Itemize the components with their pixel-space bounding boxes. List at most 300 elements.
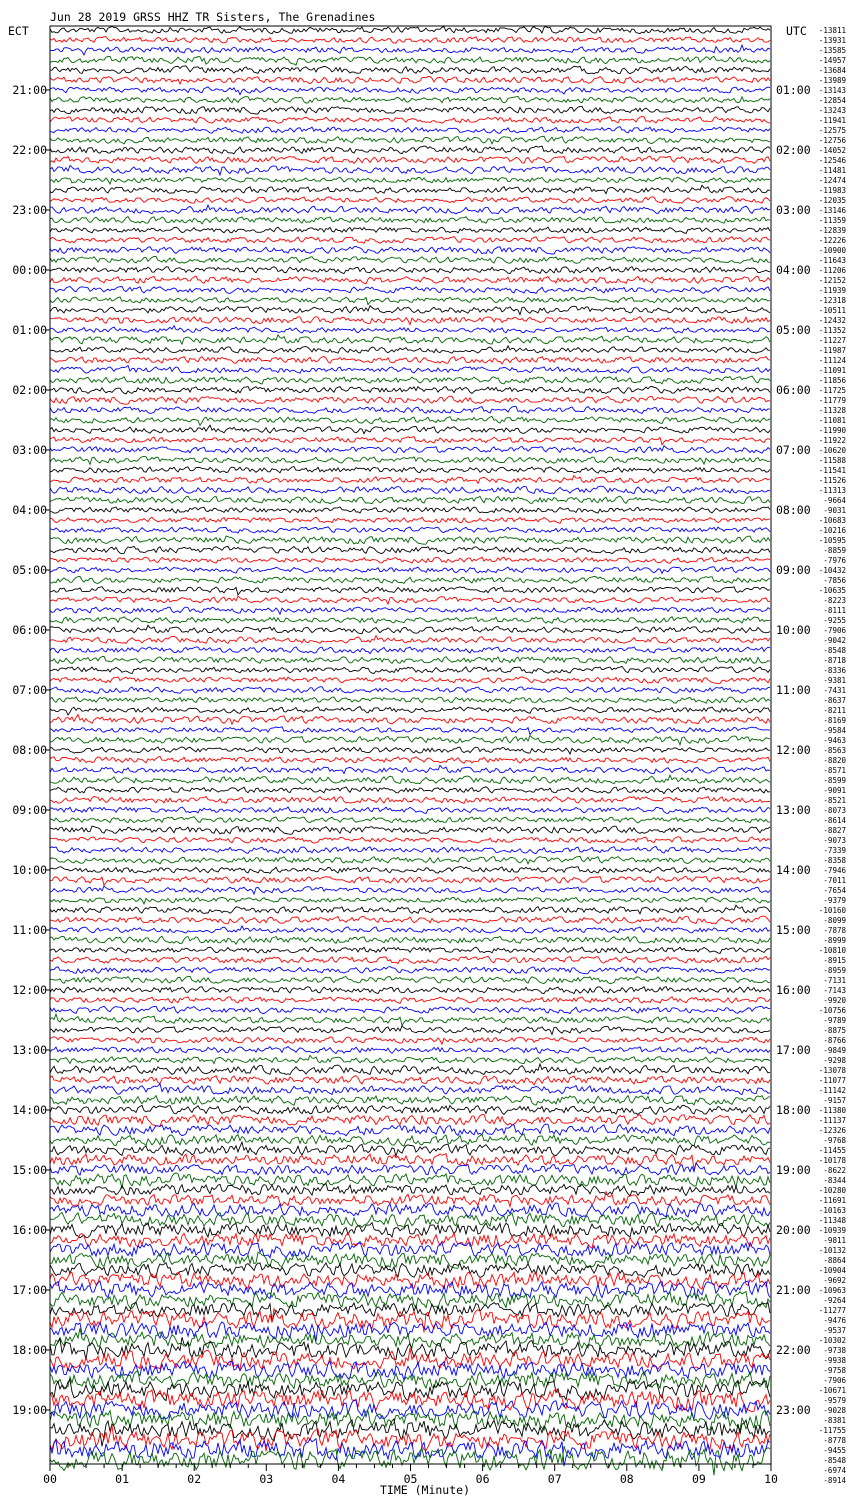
row-value-label: -8766	[823, 1036, 846, 1045]
row-value-label: -8718	[823, 656, 846, 665]
seismic-trace	[50, 576, 770, 583]
seismic-trace	[50, 386, 770, 394]
seismic-trace	[50, 587, 770, 595]
row-value-label: -9738	[823, 1346, 846, 1355]
row-value-label: -11541	[818, 466, 846, 475]
left-hour-label: 07:00	[12, 683, 47, 697]
row-value-label: -7011	[823, 876, 846, 885]
row-value-label: -9028	[823, 1406, 846, 1415]
seismic-trace	[50, 396, 770, 404]
left-hour-label: 18:00	[12, 1343, 47, 1357]
row-value-label: -8859	[823, 546, 846, 555]
right-hour-label: 09:00	[776, 563, 811, 577]
seismic-trace	[50, 56, 770, 65]
row-value-label: -8637	[823, 696, 846, 705]
seismic-trace	[50, 1425, 770, 1451]
left-hour-labels	[12, 83, 50, 1417]
row-value-label: -11277	[818, 1306, 846, 1315]
seismic-trace	[50, 26, 770, 33]
row-value-label: -12226	[818, 236, 846, 245]
seismic-trace	[50, 1203, 770, 1218]
right-hour-label: 23:00	[776, 1403, 811, 1417]
seismic-trace	[50, 1064, 770, 1075]
seismic-trace	[50, 1055, 770, 1063]
right-hour-label: 11:00	[776, 683, 811, 697]
seismic-trace	[50, 647, 770, 654]
row-value-label: -10595	[818, 536, 846, 545]
x-tick-label: 05	[403, 1472, 418, 1486]
seismic-trace	[50, 625, 770, 633]
left-hour-label: 16:00	[12, 1223, 47, 1237]
seismic-trace	[50, 707, 770, 715]
row-value-label: -8073	[823, 806, 846, 815]
x-tick-label: 02	[187, 1472, 202, 1486]
row-value-label: -7143	[823, 986, 846, 995]
right-hour-label: 08:00	[776, 503, 811, 517]
row-value-label: -8381	[823, 1416, 846, 1425]
right-hour-label: 21:00	[776, 1283, 811, 1297]
row-value-label: -9455	[823, 1446, 846, 1455]
row-value-label: -9579	[823, 1396, 846, 1405]
seismic-trace	[50, 846, 770, 853]
row-value-label: -8914	[823, 1476, 846, 1485]
row-value-label: -9789	[823, 1016, 846, 1025]
right-hour-label: 10:00	[776, 623, 811, 637]
seismic-trace	[50, 617, 770, 624]
left-hour-label: 15:00	[12, 1163, 47, 1177]
row-value-label: -10671	[818, 1386, 846, 1395]
right-hour-label: 22:00	[776, 1343, 811, 1357]
left-hour-label: 03:00	[12, 443, 47, 457]
seismic-trace	[50, 1105, 770, 1114]
seismic-trace	[50, 905, 770, 914]
seismic-trace	[50, 1154, 770, 1170]
row-value-label: -7976	[823, 556, 846, 565]
seismic-trace	[50, 1380, 770, 1401]
seismic-trace	[50, 335, 770, 344]
left-hour-label: 01:00	[12, 323, 47, 337]
row-value-labels	[819, 26, 847, 1485]
row-value-label: -10163	[818, 1206, 846, 1215]
seismic-trace	[50, 787, 770, 794]
row-value-label: -8827	[823, 826, 846, 835]
row-value-label: -9073	[823, 836, 846, 845]
row-value-label: -9381	[823, 676, 846, 685]
seismic-trace	[50, 205, 770, 214]
seismic-trace	[50, 636, 770, 644]
row-value-label: -9476	[823, 1316, 846, 1325]
right-hour-label: 19:00	[776, 1163, 811, 1177]
right-hour-label: 03:00	[776, 203, 811, 217]
x-tick-label: 07	[547, 1472, 562, 1486]
seismic-trace	[50, 1371, 770, 1389]
left-hour-label: 23:00	[12, 203, 47, 217]
seismic-trace	[50, 596, 770, 604]
row-value-label: -12575	[818, 126, 846, 135]
seismic-trace	[50, 406, 770, 413]
seismic-trace	[50, 775, 770, 784]
right-hour-label: 14:00	[776, 863, 811, 877]
seismic-trace	[50, 817, 770, 823]
row-value-label: -11779	[818, 396, 846, 405]
right-hour-label: 04:00	[776, 263, 811, 277]
seismic-trace	[50, 356, 770, 364]
row-value-label: -11137	[818, 1116, 846, 1125]
seismic-trace	[50, 366, 770, 374]
row-value-label: -7856	[823, 576, 846, 585]
seismic-trace	[50, 117, 770, 124]
left-hour-label: 21:00	[12, 83, 47, 97]
row-value-label: -9584	[823, 726, 846, 735]
seismic-trace	[50, 1134, 770, 1146]
row-value-label: -11455	[818, 1146, 846, 1155]
row-value-label: -9379	[823, 896, 846, 905]
row-value-label: -9811	[823, 1236, 846, 1245]
seismic-trace	[50, 1037, 770, 1045]
seismic-trace	[50, 197, 770, 204]
seismic-trace	[50, 156, 770, 163]
left-hour-label: 17:00	[12, 1283, 47, 1297]
right-hour-label: 01:00	[776, 83, 811, 97]
seismic-trace	[50, 1419, 770, 1446]
row-value-label: -11328	[818, 406, 846, 415]
x-tick-label: 06	[475, 1472, 490, 1486]
right-hour-labels	[776, 83, 811, 1417]
row-value-label: -11227	[818, 336, 846, 345]
left-hour-label: 13:00	[12, 1043, 47, 1057]
row-value-label: -9298	[823, 1056, 846, 1065]
seismic-trace	[50, 1006, 770, 1013]
row-value-label: -13989	[818, 76, 846, 85]
row-value-label: -7906	[823, 626, 846, 635]
row-value-label: -8169	[823, 716, 846, 725]
trace-group	[50, 26, 770, 1475]
row-value-label: -9157	[823, 1096, 846, 1105]
x-tick-label: 04	[331, 1472, 346, 1486]
row-value-label: -12474	[818, 176, 846, 185]
seismic-trace	[50, 246, 770, 254]
row-value-label: -8358	[823, 856, 846, 865]
row-value-label: -7131	[823, 976, 846, 985]
seismic-trace	[50, 217, 770, 224]
row-value-label: -11359	[818, 216, 846, 225]
seismic-trace	[50, 926, 770, 933]
seismic-trace	[50, 425, 770, 434]
row-value-label: -12035	[818, 196, 846, 205]
row-value-label: -10900	[818, 246, 846, 255]
seismic-trace	[50, 947, 770, 953]
row-value-label: -9758	[823, 1366, 846, 1375]
right-hour-label: 07:00	[776, 443, 811, 457]
row-value-label: -14052	[818, 146, 846, 155]
seismic-trace	[50, 997, 770, 1004]
row-value-label: -8820	[823, 756, 846, 765]
row-value-label: -11643	[818, 256, 846, 265]
seismic-trace	[50, 306, 770, 315]
row-value-label: -10756	[818, 1006, 846, 1015]
row-value-label: -10216	[818, 526, 846, 535]
row-value-label: -8571	[823, 766, 846, 775]
seismic-trace	[50, 1163, 770, 1175]
seismic-trace	[50, 797, 770, 804]
seismic-trace	[50, 886, 770, 894]
row-value-label: -11380	[818, 1106, 846, 1115]
row-value-label: -11983	[818, 186, 846, 195]
left-hour-label: 05:00	[12, 563, 47, 577]
row-value-label: -13146	[818, 206, 846, 215]
seismic-trace	[50, 1084, 770, 1095]
right-timezone-label: UTC	[786, 24, 807, 38]
seismic-trace	[50, 346, 770, 353]
seismic-trace	[50, 837, 770, 843]
seismic-trace	[50, 37, 770, 43]
left-hour-label: 14:00	[12, 1103, 47, 1117]
x-tick-label: 03	[259, 1472, 274, 1486]
seismic-trace	[50, 987, 770, 994]
row-value-label: -13684	[818, 66, 846, 75]
seismic-trace	[50, 1192, 770, 1207]
row-value-label: -11481	[818, 166, 846, 175]
seismic-trace	[50, 546, 770, 553]
row-value-label: -10963	[818, 1286, 846, 1295]
row-value-label: -11142	[818, 1086, 846, 1095]
row-value-label: -11081	[818, 416, 846, 425]
seismic-trace	[50, 666, 770, 673]
left-timezone-label: ECT	[8, 24, 29, 38]
row-value-label: -11077	[818, 1076, 846, 1085]
seismic-trace	[50, 276, 770, 284]
row-value-label: -8223	[823, 596, 846, 605]
row-value-label: -8875	[823, 1026, 846, 1035]
row-value-label: -11313	[818, 486, 846, 495]
row-value-label: -9091	[823, 786, 846, 795]
seismic-trace	[50, 456, 770, 464]
seismic-trace	[50, 1252, 770, 1268]
seismic-trace	[50, 416, 770, 425]
row-value-label: -9264	[823, 1296, 846, 1305]
right-hour-label: 06:00	[776, 383, 811, 397]
seismic-trace	[50, 936, 770, 944]
left-hour-label: 19:00	[12, 1403, 47, 1417]
seismic-trace	[50, 146, 770, 154]
seismic-trace	[50, 467, 770, 474]
seismic-trace	[50, 976, 770, 983]
seismic-trace	[50, 106, 770, 114]
seismic-trace	[50, 765, 770, 773]
seismic-trace	[50, 1184, 770, 1196]
seismic-trace	[50, 97, 770, 104]
row-value-label: -7339	[823, 846, 846, 855]
seismic-trace	[50, 807, 770, 814]
seismic-trace	[50, 1076, 770, 1085]
seismic-trace	[50, 267, 770, 274]
seismic-trace	[50, 897, 770, 904]
x-tick-label: 08	[619, 1472, 634, 1486]
right-hour-label: 16:00	[776, 983, 811, 997]
seismic-trace	[50, 177, 770, 184]
row-value-label: -12546	[818, 156, 846, 165]
row-value-label: -8599	[823, 776, 846, 785]
seismic-trace	[50, 227, 770, 233]
seismic-trace	[50, 727, 770, 735]
row-value-label: -11588	[818, 456, 846, 465]
row-value-label: -8864	[823, 1256, 846, 1265]
row-value-label: -12318	[818, 296, 846, 305]
left-hour-label: 09:00	[12, 803, 47, 817]
row-value-label: -11725	[818, 386, 846, 395]
seismic-trace	[50, 747, 770, 754]
right-hour-label: 12:00	[776, 743, 811, 757]
row-value-label: -8778	[823, 1436, 846, 1445]
row-value-label: -9768	[823, 1136, 846, 1145]
seismic-trace	[50, 1114, 770, 1126]
row-value-label: -10810	[818, 946, 846, 955]
seismic-trace	[50, 567, 770, 574]
row-value-label: -11691	[818, 1196, 846, 1205]
row-value-label: -8614	[823, 816, 846, 825]
row-value-label: -6974	[823, 1466, 846, 1475]
seismic-trace	[50, 45, 770, 55]
x-tick-label: 09	[691, 1472, 706, 1486]
row-value-label: -9255	[823, 616, 846, 625]
seismic-trace	[50, 297, 770, 305]
row-value-label: -9664	[823, 496, 846, 505]
row-value-label: -7946	[823, 866, 846, 875]
row-value-label: -7431	[823, 686, 846, 695]
row-value-label: -12432	[818, 316, 846, 325]
seismic-trace	[50, 517, 770, 523]
seismic-trace	[50, 1309, 770, 1333]
left-hour-label: 00:00	[12, 263, 47, 277]
seismic-trace	[50, 967, 770, 974]
seismic-trace	[50, 507, 770, 513]
row-value-label: -8344	[823, 1176, 846, 1185]
seismic-trace	[50, 437, 770, 445]
row-value-label: -13585	[818, 46, 846, 55]
seismic-trace	[50, 715, 770, 725]
seismic-trace	[50, 136, 770, 144]
right-hour-label: 15:00	[776, 923, 811, 937]
right-hour-label: 20:00	[776, 1223, 811, 1237]
seismic-trace	[50, 66, 770, 74]
row-value-label: -11352	[818, 326, 846, 335]
row-value-label: -8563	[823, 746, 846, 755]
row-value-label: -12854	[818, 96, 846, 105]
row-value-label: -8622	[823, 1166, 846, 1175]
seismic-trace	[50, 1411, 770, 1431]
row-value-label: -11755	[818, 1426, 846, 1435]
left-hour-label: 12:00	[12, 983, 47, 997]
seismic-trace	[50, 677, 770, 684]
seismic-trace	[50, 756, 770, 763]
row-value-label: -9463	[823, 736, 846, 745]
seismic-trace	[50, 317, 770, 325]
row-value-label: -10635	[818, 586, 846, 595]
row-value-label: -13811	[818, 26, 846, 35]
row-value-label: -12839	[818, 226, 846, 235]
seismic-trace	[50, 736, 770, 745]
row-value-label: -13931	[818, 36, 846, 45]
row-value-label: -11348	[818, 1216, 846, 1225]
row-value-label: -14957	[818, 56, 846, 65]
row-value-label: -10511	[818, 306, 846, 315]
row-value-label: -8915	[823, 956, 846, 965]
left-hour-label: 11:00	[12, 923, 47, 937]
seismic-trace	[50, 1047, 770, 1054]
row-value-label: -11526	[818, 476, 846, 485]
row-value-label: -8111	[823, 606, 846, 615]
seismic-trace	[50, 237, 770, 244]
seismic-trace	[50, 536, 770, 544]
x-axis-label: TIME (Minute)	[379, 1483, 471, 1497]
seismic-trace	[50, 916, 770, 924]
row-value-label: -10160	[818, 906, 846, 915]
row-value-label: -11987	[818, 346, 846, 355]
left-hour-label: 08:00	[12, 743, 47, 757]
row-value-label: -11941	[818, 116, 846, 125]
row-value-label: -9920	[823, 996, 846, 1005]
seismic-trace	[50, 856, 770, 863]
row-value-label: -10280	[818, 1186, 846, 1195]
row-value-label: -8211	[823, 706, 846, 715]
row-value-label: -11922	[818, 436, 846, 445]
row-value-label: -10620	[818, 446, 846, 455]
row-value-label: -10683	[818, 516, 846, 525]
seismic-trace	[50, 1014, 770, 1025]
seismic-trace	[50, 446, 770, 454]
seismic-trace	[50, 876, 770, 885]
row-value-label: -13243	[818, 106, 846, 115]
right-hour-label: 05:00	[776, 323, 811, 337]
row-value-label: -7654	[823, 886, 846, 895]
right-hour-label: 17:00	[776, 1043, 811, 1057]
row-value-label: -10939	[818, 1226, 846, 1235]
row-value-label: -12756	[818, 136, 846, 145]
left-hour-label: 22:00	[12, 143, 47, 157]
x-tick-label: 00	[43, 1472, 57, 1486]
row-value-label: -8999	[823, 936, 846, 945]
row-value-label: -10178	[818, 1156, 846, 1165]
seismic-trace	[50, 607, 770, 614]
seismic-trace	[50, 87, 770, 95]
seismic-trace	[50, 185, 770, 193]
seismic-trace	[50, 326, 770, 333]
row-value-label: -11124	[818, 356, 846, 365]
seismic-trace	[50, 77, 770, 84]
row-value-label: -8548	[823, 1456, 846, 1465]
row-value-label: -11990	[818, 426, 846, 435]
seismic-trace	[50, 697, 770, 703]
seismic-trace	[50, 1322, 770, 1341]
row-value-label: -10302	[818, 1336, 846, 1345]
x-tick-label: 10	[764, 1472, 778, 1486]
seismic-trace	[50, 127, 770, 134]
seismic-trace	[50, 826, 770, 834]
row-value-label: -8548	[823, 646, 846, 655]
seismic-trace	[50, 867, 770, 874]
seismic-trace	[50, 1124, 770, 1136]
row-value-label: -13078	[818, 1066, 846, 1075]
seismic-trace	[50, 165, 770, 175]
seismic-trace	[50, 956, 770, 963]
left-hour-label: 02:00	[12, 383, 47, 397]
row-value-label: -9849	[823, 1046, 846, 1055]
row-value-label: -8336	[823, 666, 846, 675]
row-value-label: -11856	[818, 376, 846, 385]
row-value-label: -9042	[823, 636, 846, 645]
seismic-trace	[50, 1026, 770, 1035]
row-value-label: -12326	[818, 1126, 846, 1135]
